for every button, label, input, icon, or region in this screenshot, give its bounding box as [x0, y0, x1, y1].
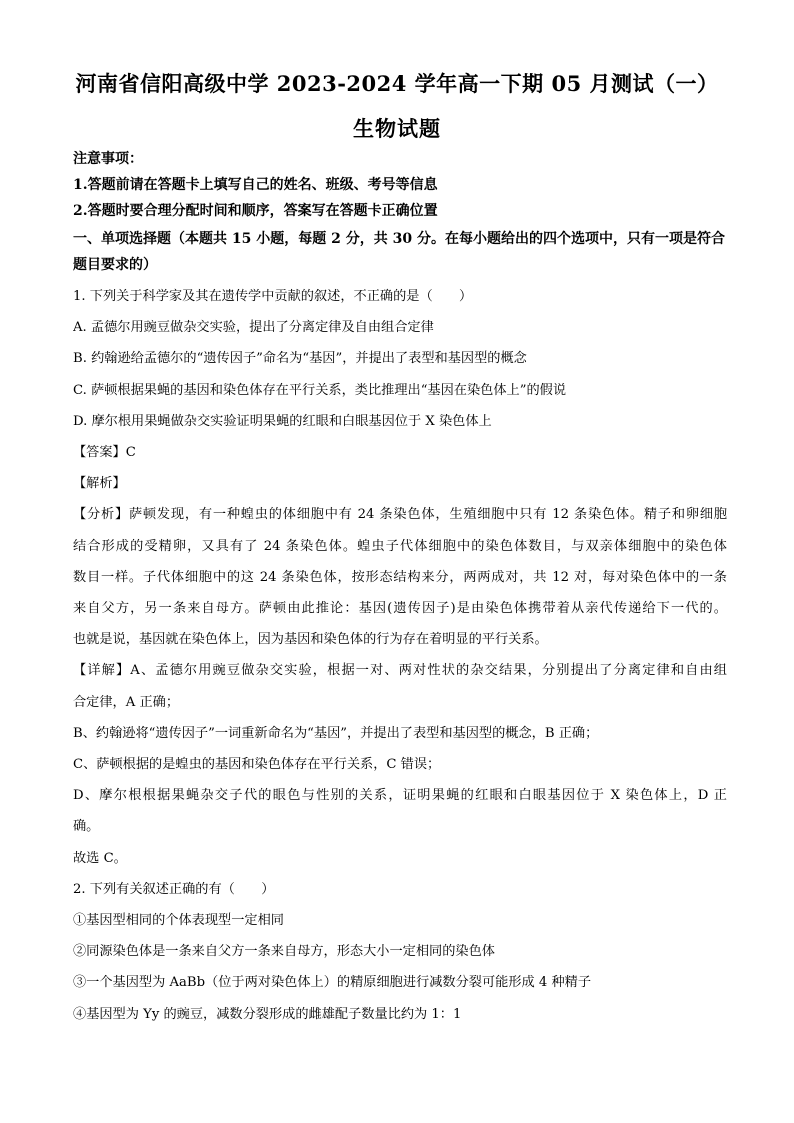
answer-value: C [125, 445, 136, 461]
analysis-line-4: 来自父方，另一条来自母方。萨顿由此推论：基因(遗传因子)是由染色体携带着从亲代传递给下一代的。 [73, 600, 727, 616]
notice-heading: 注意事项： [73, 151, 143, 167]
detail-text-a1: A、孟德尔用豌豆做杂交实验，根据一对、两对性状的杂交结果，分别提出了分离定律和自由组 [130, 663, 727, 679]
question-2-statement-1: ①基因型相同的个体表现型一定相同 [73, 912, 284, 928]
xiangjie-tag: 【详解】 [73, 663, 131, 679]
detail-line-a2: 合定律，A 正确； [73, 694, 180, 710]
detail-line-a1 [73, 655, 727, 686]
page-subtitle: 生物试题 [353, 116, 441, 141]
question-1-option-d: D. 摩尔根用果蝇做杂交实验证明果蝇的红眼和白眼基因位于 X 染色体上 [73, 413, 492, 429]
choose-line: 故选 C。 [73, 850, 127, 866]
notice-item-2: 2.答题时要合理分配时间和顺序，答案写在答题卡正确位置 [73, 203, 438, 219]
question-2-statement-2: ②同源染色体是一条来自父方一条来自母方，形态大小一定相同的染色体 [73, 944, 495, 960]
detail-line-c: C、萨顿根据的是蝗虫的基因和染色体存在平行关系，C 错误； [73, 756, 441, 772]
question-2-stem: 2. 下列有关叙述正确的有（ ） [73, 881, 275, 897]
detail-line-d2: 确。 [73, 819, 100, 835]
detail-line-b: B、约翰逊将“遗传因子”一词重新命名为“基因”，并提出了表型和基因型的概念，B 正确； [73, 725, 599, 741]
answer-tag: 【答案】 [73, 445, 126, 461]
question-1-option-a: A. 孟德尔用豌豆做杂交实验，提出了分离定律及自由组合定律 [73, 320, 434, 336]
question-1-option-c: C. 萨顿根据果蝇的基因和染色体存在平行关系，类比推理出“基因在染色体上”的假说 [73, 382, 567, 398]
analysis-line-2: 结合形成的受精卵，又具有了 24 条染色体。蝗虫子代体细胞中的染色体数目，与双亲体细胞中的染色体 [73, 538, 727, 554]
section-heading: 一、单项选择题（本题共 15 小题，每题 2 分，共 30 分。在每小题给出的四个选项中，只有一项是符合题目要求的） [73, 231, 725, 273]
question-1-stem: 1. 下列关于科学家及其在遗传学中贡献的叙述，不正确的是（ ） [73, 289, 473, 304]
question-2-statement-4: ④基因型为 Yy 的豌豆，减数分裂形成的雌雄配子数量比约为 1：1 [73, 1006, 462, 1022]
document-body [73, 146, 727, 1030]
detail-line-d1: D、摩尔根根据果蝇杂交子代的眼色与性别的关系，证明果蝇的红眼和白眼基因位于 X 染色体上，D 正 [73, 788, 727, 804]
question-2-statement-3: ③一个基因型为 AaBb（位于两对染色体上）的精原细胞进行减数分裂可能形成 4 种精子 [73, 975, 592, 991]
analysis-line-5: 也就是说，基因就在染色体上，因为基因和染色体的行为存在着明显的平行关系。 [73, 632, 548, 648]
fenxi-text-1: 萨顿发现，有一种蝗虫的体细胞中有 24 条染色体，生殖细胞中只有 12 条染色体。精子和卵细胞 [128, 507, 727, 523]
analysis-tag: 【解析】 [73, 476, 126, 492]
question-1-option-b: B. 约翰逊给孟德尔的“遗传因子”命名为“基因”，并提出了表型和基因型的概念 [73, 351, 527, 367]
notice-item-1: 1.答题前请在答题卡上填写自己的姓名、班级、考号等信息 [73, 177, 438, 193]
analysis-line-1 [73, 499, 727, 530]
fenxi-tag: 【分析】 [73, 507, 129, 523]
section-heading-block [73, 226, 727, 278]
answer-line [73, 437, 727, 468]
page-title: 河南省信阳高级中学 2023-2024 学年高一下期 05 月测试（一） [75, 71, 719, 96]
analysis-line-3: 数目一样。子代体细胞中的这 24 条染色体，按形态结构来分，两两成对，共 12 对，每对染色体中的一条 [73, 569, 727, 585]
